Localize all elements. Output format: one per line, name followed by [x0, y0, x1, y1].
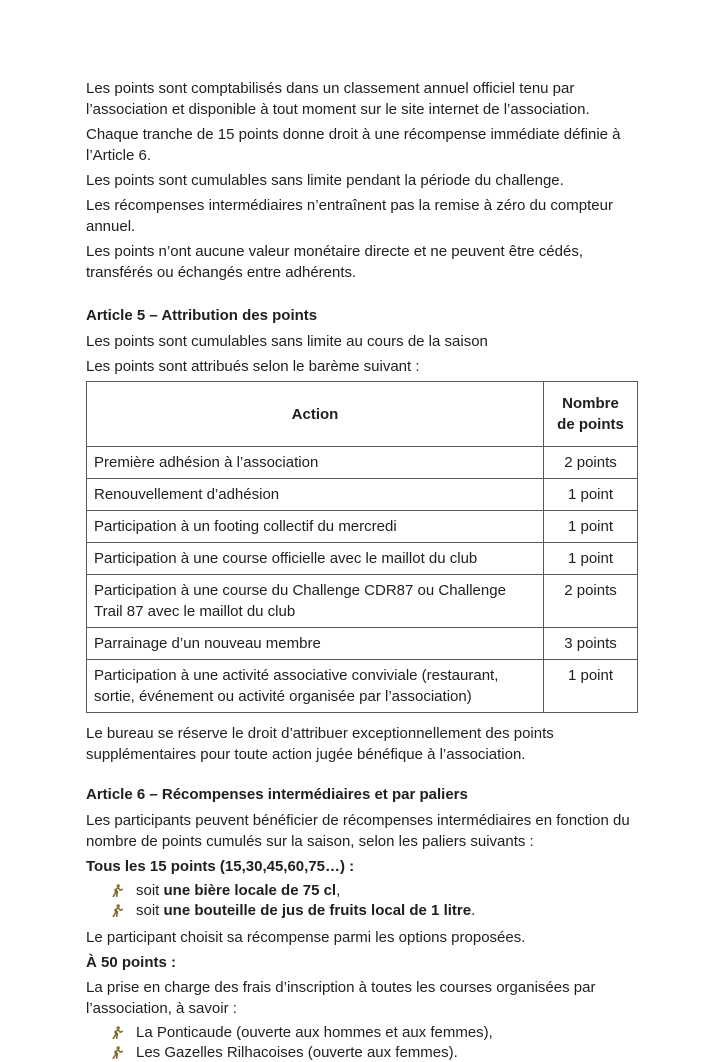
runner-bullet-icon	[112, 1046, 123, 1059]
action-cell: Renouvellement d’adhésion	[87, 479, 544, 511]
table-header-row	[87, 382, 638, 447]
article5-closing: Le bureau se réserve le droit d’attribuer exceptionnellement des points supplémentaires pour toute action jugée bénéfique à l’association.	[86, 725, 554, 763]
intro-paragraph: Les récompenses intermédiaires n’entraînent pas la remise à zéro du compteur annuel.	[86, 197, 613, 235]
points-cell: 3 points	[544, 628, 638, 660]
table-header-action: Action	[87, 382, 544, 447]
intro-paragraph: Les points n’ont aucune valeur monétaire directe et ne peuvent être cédés, transférés ou échangés entre adhérents.	[86, 243, 583, 281]
action-cell: Participation à une activité associative conviviale (restaurant, sortie, événement ou activité organisée par l’association)	[87, 660, 544, 713]
runner-bullet-icon	[112, 1026, 123, 1039]
points-table	[86, 381, 638, 713]
tier15-note: Le participant choisit sa récompense parmi les options proposées.	[86, 929, 526, 946]
table-row	[87, 660, 638, 713]
points-cell: 2 points	[544, 575, 638, 628]
points-cell: 1 point	[544, 511, 638, 543]
table-row	[87, 628, 638, 660]
tier15-heading: Tous les 15 points (15,30,45,60,75…) :	[86, 858, 355, 875]
tier15-options-list	[86, 881, 637, 920]
article6-intro: Les participants peuvent bénéficier de récompenses intermédiaires en fonction du nombre de points cumulés sur la saison, selon les paliers suivants :	[86, 812, 630, 850]
intro-paragraph: Les points sont cumulables sans limite pendant la période du challenge.	[86, 172, 564, 189]
list-item	[112, 1043, 637, 1062]
intro-paragraph: Chaque tranche de 15 points donne droit à une récompense immédiate définie à l’Article 6.	[86, 126, 621, 164]
points-cell: 1 point	[544, 660, 638, 713]
tier50-intro: La prise en charge des frais d’inscription à toutes les courses organisées par l’association, à savoir :	[86, 979, 596, 1017]
list-item-text: soit une bouteille de jus de fruits local de 1 litre.	[136, 902, 476, 919]
points-cell: 1 point	[544, 479, 638, 511]
list-item-text: Les Gazelles Rilhacoises (ouverte aux femmes).	[136, 1044, 458, 1061]
runner-bullet-icon	[112, 884, 123, 897]
points-cell: 2 points	[544, 447, 638, 479]
table-row	[87, 543, 638, 575]
table-row	[87, 479, 638, 511]
list-item-text: La Ponticaude (ouverte aux hommes et aux femmes),	[136, 1024, 493, 1041]
list-item-text: soit une bière locale de 75 cl,	[136, 882, 341, 899]
action-cell: Première adhésion à l’association	[87, 447, 544, 479]
table-row	[87, 511, 638, 543]
list-item	[112, 901, 637, 920]
list-item	[112, 881, 637, 900]
table-row	[87, 575, 638, 628]
tier50-races-list	[86, 1023, 637, 1062]
article5-paragraph: Les points sont cumulables sans limite au cours de la saison	[86, 333, 488, 350]
action-cell: Participation à une course officielle avec le maillot du club	[87, 543, 544, 575]
action-cell: Participation à une course du Challenge CDR87 ou Challenge Trail 87 avec le maillot du club	[87, 575, 544, 628]
list-item	[112, 1023, 637, 1042]
runner-bullet-icon	[112, 904, 123, 917]
table-header-points: Nombre de points	[544, 382, 638, 447]
intro-paragraph: Les points sont comptabilisés dans un classement annuel officiel tenu par l’association et disponible à tout moment sur le site internet de l’association.	[86, 80, 590, 118]
article5-heading: Article 5 – Attribution des points	[86, 307, 318, 324]
tier50-heading: À 50 points :	[86, 954, 177, 971]
action-cell: Participation à un footing collectif du mercredi	[87, 511, 544, 543]
action-cell: Parrainage d’un nouveau membre	[87, 628, 544, 660]
article6-heading: Article 6 – Récompenses intermédiaires et par paliers	[86, 786, 468, 803]
article5-paragraph: Les points sont attribués selon le barème suivant :	[86, 358, 420, 375]
points-cell: 1 point	[544, 543, 638, 575]
table-row	[87, 447, 638, 479]
